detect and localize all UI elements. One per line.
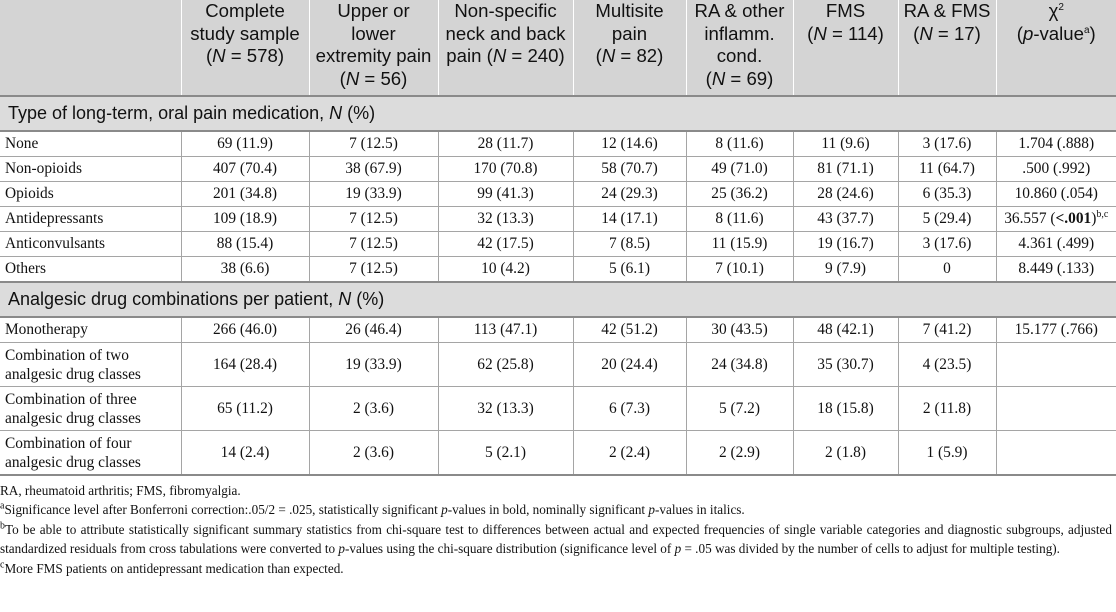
table-cell: 38 (6.6) (181, 257, 309, 283)
header-n-label: N (813, 22, 827, 44)
header-col-fms: FMS (N = 114) (793, 0, 898, 96)
header-col-chi-square: $\chi^2$ (p-value$^a$) (996, 0, 1116, 96)
footnote-text: -values using the chi-square distribution (significance level of (344, 541, 675, 557)
table-cell: 7 (12.5) (309, 257, 438, 283)
table-cell: 26 (46.4) (309, 317, 438, 343)
table-cell: 58 (70.7) (573, 157, 686, 182)
footnote-b (0, 520, 1112, 559)
table-row (0, 387, 1116, 431)
table-cell: 12 (14.6) (573, 131, 686, 157)
p-superscript: a (1083, 24, 1090, 36)
table-cell: 201 (34.8) (181, 182, 309, 207)
chi-square-cell: 8.449 (.133) (996, 257, 1116, 283)
table-cell: 62 (25.8) (438, 343, 573, 387)
footnotes (0, 481, 1112, 578)
header-n-label: N (919, 22, 933, 44)
footnote-marker: b (0, 520, 5, 532)
footnote-text: Significance level after Bonferroni correction:.05/2 = .025, statistically significant (4, 502, 442, 518)
chi-square-cell: 1.704 (.888) (996, 131, 1116, 157)
chi-square-cell: 15.177 (.766) (996, 317, 1116, 343)
table-cell: 24 (29.3) (573, 182, 686, 207)
header-col-ra-fms: RA & FMS (N = 17) (898, 0, 996, 96)
chi-value: 36.557 ( (1004, 210, 1056, 227)
table-cell: 43 (37.7) (793, 207, 898, 232)
header-label: RA & other inflamm. cond. (694, 0, 785, 67)
header-col-neck-back: Non-specific neck and back pain (N = 240) (438, 0, 573, 96)
table-row (0, 157, 1116, 182)
row-label: Anticonvulsants (0, 232, 181, 257)
row-label: Non-opioids (0, 157, 181, 182)
table-cell: 32 (13.3) (438, 387, 573, 431)
chi-superscript: 2 (1058, 1, 1064, 13)
table-cell: 18 (15.8) (793, 387, 898, 431)
table-cell: 0 (898, 257, 996, 283)
table-cell: 9 (7.9) (793, 257, 898, 283)
header-label: Non-specific neck and back pain (445, 0, 566, 67)
table-row (0, 207, 1116, 232)
table-cell: 7 (41.2) (898, 317, 996, 343)
chi-square-cell: .500 (.992) (996, 157, 1116, 182)
footnote-text: -values in italics. (655, 502, 745, 518)
table-row (0, 343, 1116, 387)
footnote-marker: b,c (1096, 208, 1109, 220)
header-label: FMS (825, 0, 866, 21)
table-cell: 28 (24.6) (793, 182, 898, 207)
header-label: Upper or lower extremity pain (315, 0, 432, 67)
chi-square-cell (996, 431, 1116, 476)
header-col-multisite: Multisite pain (N = 82) (573, 0, 686, 96)
table-cell: 5 (6.1) (573, 257, 686, 283)
footnote-p: p (338, 541, 345, 557)
table-cell: 6 (7.3) (573, 387, 686, 431)
footnote-abbreviations: RA, rheumatoid arthritis; FMS, fibromyalgia. (0, 483, 241, 498)
table-cell: 113 (47.1) (438, 317, 573, 343)
table-cell: 88 (15.4) (181, 232, 309, 257)
header-label: Complete study sample (190, 0, 300, 44)
row-label: Antidepressants (0, 207, 181, 232)
table-cell: 11 (9.6) (793, 131, 898, 157)
table-cell: 35 (30.7) (793, 343, 898, 387)
table-cell: 24 (34.8) (686, 343, 793, 387)
table-cell: 19 (16.7) (793, 232, 898, 257)
table-cell: 42 (17.5) (438, 232, 573, 257)
header-n-label: N (492, 45, 507, 67)
footnote-text: More FMS patients on antidepressant medication than expected. (4, 560, 344, 576)
header-n-value: 578 (246, 45, 278, 67)
table-cell: 30 (43.5) (686, 317, 793, 343)
header-n-label: N (711, 67, 726, 89)
table-cell: 2 (11.8) (898, 387, 996, 431)
section-title-n: N (329, 103, 343, 123)
header-col-ra-inflamm: RA & other inflamm. cond. (N = 69) (686, 0, 793, 96)
p-label: p (1022, 22, 1034, 44)
header-n-value: 69 (746, 67, 768, 89)
table-cell: 170 (70.8) (438, 157, 573, 182)
table-cell: 14 (2.4) (181, 431, 309, 476)
chi-square-cell (996, 343, 1116, 387)
table-cell: 2 (2.9) (686, 431, 793, 476)
table-cell: 65 (11.2) (181, 387, 309, 431)
table-cell: 19 (33.9) (309, 182, 438, 207)
row-label: Combination of two analgesic drug classes (0, 343, 181, 387)
row-label: Combination of four analgesic drug classes (0, 431, 181, 476)
chi-square-cell: 4.361 (.499) (996, 232, 1116, 257)
table-cell: 81 (71.1) (793, 157, 898, 182)
section-title (0, 282, 1116, 317)
footnote-marker: c (0, 559, 5, 571)
header-label: Multisite pain (595, 0, 664, 44)
table-cell: 48 (42.1) (793, 317, 898, 343)
table-row (0, 131, 1116, 157)
chi-square-cell: 10.860 (.054) (996, 182, 1116, 207)
table-cell: 20 (24.4) (573, 343, 686, 387)
chi-value-close: ) (1091, 210, 1097, 227)
table-cell: 5 (2.1) (438, 431, 573, 476)
footnote-p: p (441, 502, 448, 518)
table-cell: 99 (41.3) (438, 182, 573, 207)
section-title-text: Analgesic drug combinations per patient, (8, 289, 339, 309)
section-title-pct: (%) (342, 103, 376, 123)
table-cell: 25 (36.2) (686, 182, 793, 207)
header-n-value: 17 (953, 22, 975, 44)
table-cell: 3 (17.6) (898, 131, 996, 157)
chi-square-cell (996, 207, 1116, 232)
table-cell: 28 (11.7) (438, 131, 573, 157)
table-cell: 8 (11.6) (686, 131, 793, 157)
footnote-text: = .05 was divided by the number of cells to adjust for multiple testing). (681, 541, 1060, 557)
section-title-pct: (%) (351, 289, 385, 309)
table-cell: 7 (10.1) (686, 257, 793, 283)
header-n-value: 56 (380, 67, 402, 89)
section-header-row (0, 282, 1116, 317)
table-row (0, 317, 1116, 343)
table-cell: 11 (64.7) (898, 157, 996, 182)
footnote-c (0, 559, 1112, 578)
table-cell: 7 (12.5) (309, 207, 438, 232)
section-title-text: Type of long-term, oral pain medication, (8, 103, 330, 123)
table-row (0, 232, 1116, 257)
table-cell: 7 (12.5) (309, 131, 438, 157)
header-n-label: N (345, 67, 360, 89)
header-col-complete: Complete study sample (N = 578) (181, 0, 309, 96)
section-header-row (0, 96, 1116, 131)
table-cell: 11 (15.9) (686, 232, 793, 257)
header-n-label: N (212, 45, 226, 67)
table-cell: 2 (2.4) (573, 431, 686, 476)
table-cell: 7 (12.5) (309, 232, 438, 257)
row-label: Combination of three analgesic drug classes (0, 387, 181, 431)
header-n-value: 82 (636, 45, 658, 67)
table-cell: 32 (13.3) (438, 207, 573, 232)
chi-symbol: χ (1048, 0, 1059, 21)
table-row (0, 257, 1116, 283)
table-cell: 2 (3.6) (309, 431, 438, 476)
table-cell: 4 (23.5) (898, 343, 996, 387)
header-label: RA & FMS (903, 0, 991, 21)
row-label: Others (0, 257, 181, 283)
table-cell: 1 (5.9) (898, 431, 996, 476)
table-cell: 266 (46.0) (181, 317, 309, 343)
table-row (0, 431, 1116, 476)
table-body (0, 96, 1116, 475)
table-cell: 49 (71.0) (686, 157, 793, 182)
table-cell: 5 (29.4) (898, 207, 996, 232)
table-cell: 7 (8.5) (573, 232, 686, 257)
table-cell: 69 (11.9) (181, 131, 309, 157)
table-cell: 19 (33.9) (309, 343, 438, 387)
table-cell: 164 (28.4) (181, 343, 309, 387)
chi-square-cell (996, 387, 1116, 431)
header-n-value: 240 (527, 45, 559, 67)
footnote-p: p (648, 502, 655, 518)
table-cell: 8 (11.6) (686, 207, 793, 232)
table-cell: 10 (4.2) (438, 257, 573, 283)
row-label: None (0, 131, 181, 157)
section-title-n: N (338, 289, 352, 309)
table-cell: 109 (18.9) (181, 207, 309, 232)
p-suffix: -value (1033, 22, 1084, 44)
row-label: Monotherapy (0, 317, 181, 343)
footnote-p: p (674, 541, 682, 557)
table-cell: 2 (3.6) (309, 387, 438, 431)
table-cell: 2 (1.8) (793, 431, 898, 476)
table-cell: 6 (35.3) (898, 182, 996, 207)
footnote-text: To be able to attribute statistically significant summary statistics from chi-square test to differences between actual and expected frequencies of single variable categories and diagnostic subgroups, adjusted standardized residuals from cross tabulations were converted to (0, 521, 1112, 557)
header-row (0, 0, 1116, 96)
section-title (0, 96, 1116, 131)
table-cell: 3 (17.6) (898, 232, 996, 257)
table-cell: 42 (51.2) (573, 317, 686, 343)
table-cell: 5 (7.2) (686, 387, 793, 431)
table-cell: 14 (17.1) (573, 207, 686, 232)
footnote-a (0, 500, 1112, 519)
footnote-text: -values in bold, nominally significant (447, 502, 649, 518)
table-row (0, 182, 1116, 207)
table-cell: 407 (70.4) (181, 157, 309, 182)
footnote-marker: a (0, 501, 5, 513)
header-col-extremity: Upper or lower extremity pain (N = 56) (309, 0, 438, 96)
row-label: Opioids (0, 182, 181, 207)
p-value-significant: <.001 (1055, 210, 1092, 227)
header-n-label: N (601, 45, 616, 67)
header-empty-cell (0, 0, 181, 96)
header-n-value: 114 (847, 22, 878, 44)
table-cell: 38 (67.9) (309, 157, 438, 182)
